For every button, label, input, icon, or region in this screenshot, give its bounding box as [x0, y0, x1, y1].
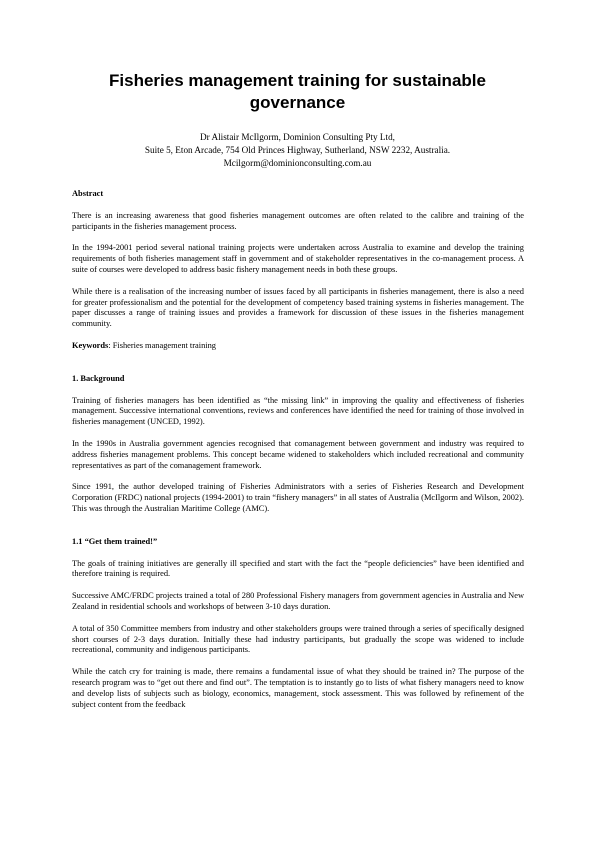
- abstract-paragraph: While there is a realisation of the increasing number of issues faced by all participants in fisheries management, there is also a need for greater professionalism and the potential for the development of competency based training systems in fisheries management. The paper discusses a range of training issues and provides a framework for discussion of these issues in the fisheries management community.: [72, 286, 524, 329]
- body-paragraph: Since 1991, the author developed training of Fisheries Administrators with a series of Fisheries Research and Development Corporation (FRDC) national projects (1994-2001) to train “fishery managers” in all states of Australia (McIlgorm and Wilson, 2002). This was through the Australian Maritime College (AMC).: [72, 482, 524, 513]
- keywords-text: : Fisheries management training: [108, 340, 216, 350]
- abstract-paragraph: In the 1994-2001 period several national training projects were undertaken across Australia to examine and develop the training requirements of both fisheries management staff in government and of stakeholder representatives in the co-management process. A suite of courses were developed to address basic fishery management needs in both these groups.: [72, 243, 524, 274]
- keywords-line: [72, 341, 524, 352]
- body-paragraph: The goals of training initiatives are generally ill specified and start with the fact the “people deficiencies” have been identified and therefore training is required.: [72, 558, 524, 579]
- author-email[interactable]: Mcilgorm@dominionconsulting.com.au: [223, 158, 372, 168]
- paper-body: [72, 189, 524, 721]
- body-paragraph: Successive AMC/FRDC projects trained a total of 280 Professional Fishery managers from government agencies in Australia and New Zealand in residential schools and workshops of between 3-10 days duration.: [72, 591, 524, 611]
- body-paragraph: While the catch cry for training is made, there remains a fundamental issue of what they should be trained in? The purpose of the research program was to “get out there and find out”. The temptation is to instantly go to lists of what fishery managers need to know and develop lists of subjects such as biology, economics, management, stock assessment. This was followed by refinement of the subject content from the feedback: [72, 667, 524, 709]
- body-paragraph: A total of 350 Committee members from industry and other stakeholders groups were trained through a series of specifically designed short courses of 2-3 days duration. Initially these had industry participants, but gradually the scope was widened to include recreational, community and indigenous participants.: [72, 623, 524, 655]
- abstract-heading: Abstract: [72, 189, 104, 198]
- abstract-paragraph: There is an increasing awareness that good fisheries management outcomes are often related to the calibre and training of the participants in the fisheries management process.: [72, 210, 524, 231]
- body-paragraph: In the 1990s in Australia government agencies recognised that comanagement between government and industry was required to address fisheries management problems. This concept became widened to stakeholders which included recreational and community representatives as part of the comanagement framework.: [72, 438, 524, 470]
- body-paragraph: Training of fisheries managers has been identified as “the missing link” in improving the quality and effectiveness of fisheries management. Successive international conventions, reviews and conferences have identified the need for training of those involved in fisheries management (UNCED, 1992).: [72, 395, 524, 427]
- section-heading-background: 1. Background: [72, 373, 125, 383]
- section-heading-get-them-trained: 1.1 “Get them trained!”: [72, 536, 158, 546]
- author-line: Dr Alistair McIlgorm, Dominion Consulting Pty Ltd,: [200, 132, 395, 142]
- paper-title: Fisheries management training for sustainable governance: [109, 71, 486, 112]
- author-address: Suite 5, Eton Arcade, 754 Old Princes Highway, Sutherland, NSW 2232, Australia.: [144, 145, 451, 155]
- author-block: [60, 131, 535, 170]
- keywords-label: Keywords: [72, 340, 109, 350]
